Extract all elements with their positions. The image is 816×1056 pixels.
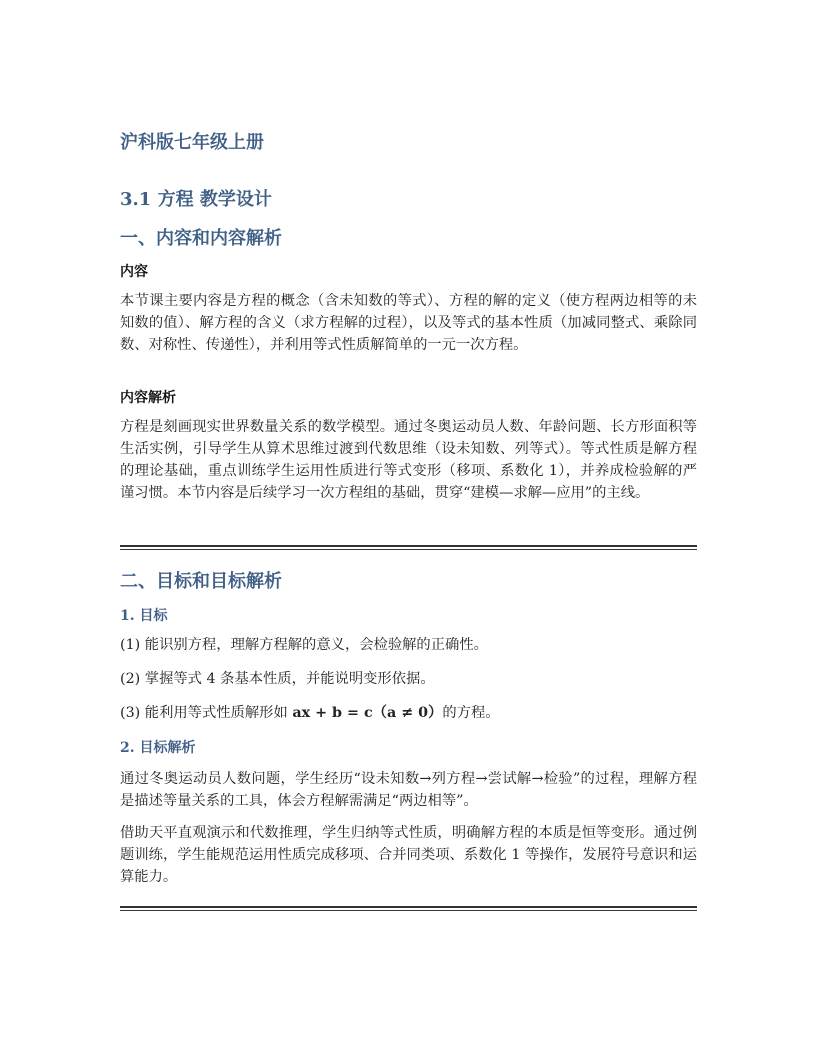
goal-item-1: (1) 能识别方程，理解方程解的意义，会检验解的正确性。 [120, 637, 488, 653]
goal-analysis-paragraph-2: 借助天平直观演示和代数推理，学生归纳等式性质，明确解方程的本质是恒等变形。通过例题训练，学生能规范运用性质完成移项、合并同类项、系数化 1 等操作，发展符号意识和运算能力。 [120, 825, 697, 885]
goal-item-3-suffix: 的方程。 [442, 705, 500, 721]
content-paragraph: 本节课主要内容是方程的概念（含未知数的等式）、方程的解的定义（使方程两边相等的未知数的值）、解方程的含义（求方程解的过程），以及等式的基本性质（加减同整式、乘除同数、对称性、传递性），并利用等式性质解简单的一元一次方程。 [120, 293, 697, 353]
subheading-content: 内容 [120, 264, 148, 280]
subheading-goals: 1. 目标 [120, 608, 168, 624]
section-heading-content: 一、内容和内容解析 [120, 228, 282, 249]
content-analysis-paragraph: 方程是刻画现实世界数量关系的数学模型。通过冬奥运动员人数、年龄问题、长方形面积等生活实例，引导学生从算术思维过渡到代数思维（设未知数、列等式）。等式性质是解方程的理论基础，重点训练学生运用性质进行等式变形（移项、系数化 1），并养成检验解的严谨习惯。本节内容是后续学习一次方程组的基础，贯穿“建模—求解—应用”的主线。 [120, 419, 697, 501]
subheading-content-analysis: 内容解析 [120, 390, 176, 406]
equation-form: ax + b = c（a ≠ 0） [292, 705, 443, 721]
lesson-title: 3.1 方程 教学设计 [120, 189, 272, 210]
book-title: 沪科版七年级上册 [120, 132, 264, 153]
goal-item-3-prefix: (3) 能利用等式性质解形如 [120, 705, 293, 721]
section-divider-2 [120, 906, 697, 911]
section-heading-goals: 二、目标和目标解析 [120, 571, 282, 592]
subheading-goal-analysis: 2. 目标解析 [120, 740, 196, 756]
section-divider-1 [120, 545, 697, 550]
goal-item-2: (2) 掌握等式 4 条基本性质，并能说明变形依据。 [120, 671, 435, 687]
goal-analysis-paragraph-1: 通过冬奥运动员人数问题，学生经历“设未知数→列方程→尝试解→检验”的过程，理解方程是描述等量关系的工具，体会方程解需满足“两边相等”。 [120, 771, 697, 809]
goal-item-3 [120, 702, 500, 724]
